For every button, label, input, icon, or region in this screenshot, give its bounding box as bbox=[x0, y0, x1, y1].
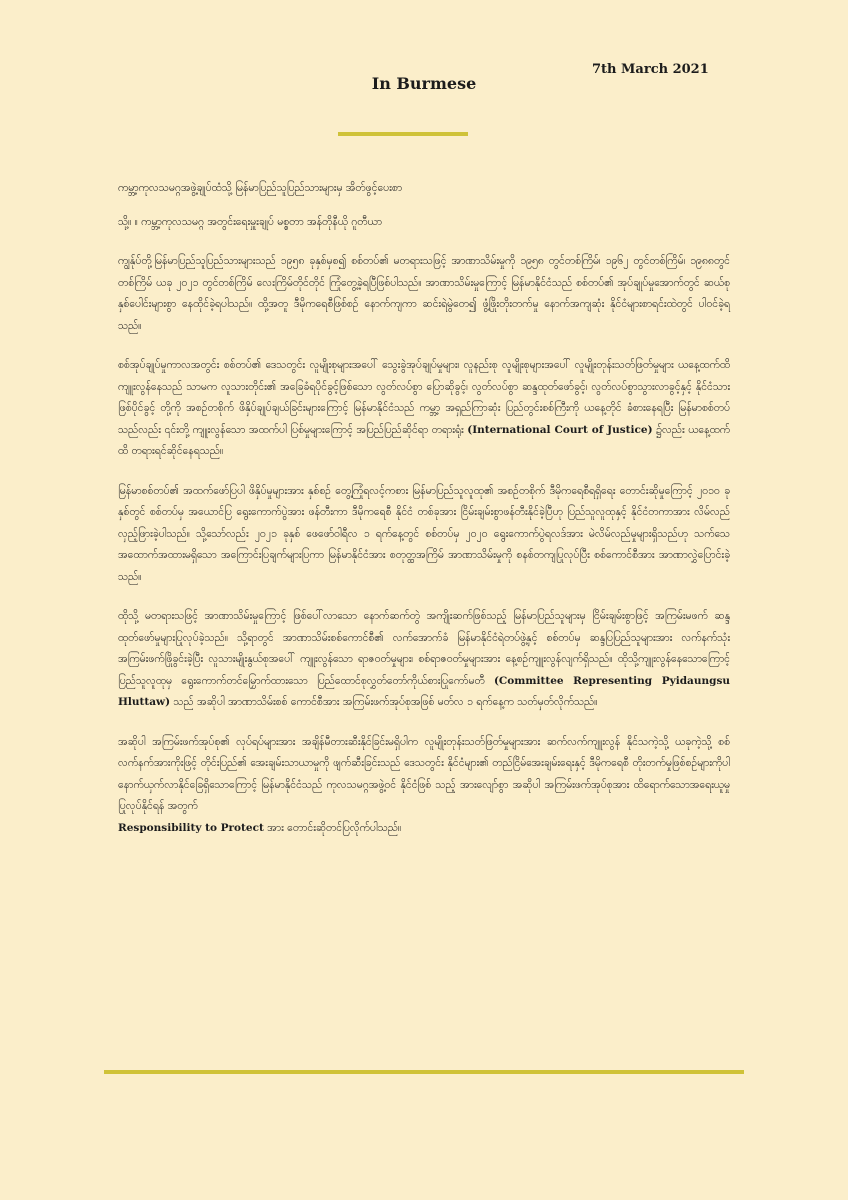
paragraph-2-text: စစ်အုပ်ချုပ်မှုကာလအတွင်း စစ်တပ်၏ ဒေသတွင်း လူမျိုးစုများအပေါ် သွေးခွဲအုပ်ချုပ်မှုများ၊ လူနည်းစု လူမျိုးစုများအပေါ် လူမျိုးတုန်းသတ်ဖြတ်မှုများ ယနေ့ထက်ထိ ကျူးလွန်နေသည် သာမက လူသားတိုင်း၏ အခြေခံရပိုင်ခွင့်ဖြစ်သော လွတ်လပ်စွာ ပြောဆိုခွင့်၊ လွတ်လပ်စွာ ဆန္ဒထုတ်ဖော်ခွင့်၊ လွတ်လပ်စွာသွားလာခွင့်နှင့် နိုင်ငံသားဖြစ်ပိုင်ခွင့် တို့ကို အစဉ်တစိုက် ဖိနှိပ်ချုပ်ချယ်ခြင်းများကြောင့် မြန်မာနိုင်ငံသည် ကမ္ဘာ့ အရှည်ကြာဆုံး ပြည်တွင်းစစ်ကြီးကို ယနေ့တိုင် ခံစားနေရပြီး မြန်မာစစ်တပ်သည်လည်း ၎င်းတို့ ကျူးလွန်သော အထက်ပါ ပြစ်မှုများကြောင့် အပြည်ပြည်ဆိုင်ရာ တရားရုံး bbox=[118, 359, 730, 436]
letter-recipient: သို့။ ။ ကမ္ဘာ့ကုလသမဂ္ဂ အတွင်းရေးမှူးချုပ် မစ္စတာ အန်တိုနီယို ဂူတီယာ bbox=[118, 215, 382, 228]
footer-divider bbox=[104, 1070, 744, 1074]
page-title: In Burmese bbox=[371, 74, 477, 93]
paragraph-5-tail: အား တောင်းဆိုတင်ပြလိုက်ပါသည်။ bbox=[263, 821, 402, 834]
paragraph-3-text: မြန်မာစစ်တပ်၏ အထက်ဖော်ပြပါ ဖိနှိပ်မှုများအား နှစ်စဉ် တွေ့ကြုံရလင့်ကစား မြန်မာပြည်သူလူထု၏ အစဉ်တစိုက် ဒီမိုကရေစီရရှိရေး တောင်းဆိုမှုကြောင့် ၂၀၁၀ ခုနှစ်တွင် စစ်တပ်မှ အယောင်ပြ ရွေးကောက်ပွဲအား ဖန်တီးကာ ဒီမိုကရေစီ နိုင်ငံ တစ်ခုအား ငြိမ်းချမ်းစွာဖန်တီးနိုင်ခဲ့ပြီဟု ပြည်သူလူထုနှင့် နိုင်ငံတကာအား လိမ်လည်လှည့်ဖြားခဲ့ပါသည်။ သို့သော်လည်း ၂၀၂၁ ခုနှစ် ဖေဖော်ဝါရီလ ၁ ရက်နေ့တွင် စစ်တပ်မှ ၂၀၂၀ ရွေးကောက်ပွဲရလဒ်အား မဲလိမ်လည်မှုများရှိသည်ဟု သက်သေအထောက်အထားမရှိသော အကြောင်းပြချက်များပြကာ မြန်မာနိုင်ငံအား စတုတ္ထအကြိမ် အာဏာသိမ်းမှုကို စနစ်တကျပြုလုပ်ပြီး စစ်ကောင်စီအား အာဏာလွှဲပြောင်းခဲ့သည်။ bbox=[118, 484, 730, 583]
paragraph-1-text: ကျွန်ုပ်တို့မြန်မာပြည်သူပြည်သားများသည် ၁၉၅၈ ခုနှစ်မှစ၍ စစ်တပ်၏ မတရားသဖြင့် အာဏာသိမ်းမှုကို ၁၉၅၈ တွင်တစ်ကြိမ်၊ ၁၉၆၂ တွင်တစ်ကြိမ်၊ ၁၉၈၈တွင် တစ်ကြိမ် ယခု ၂၀၂၁ တွင်တစ်ကြိမ် လေးကြိမ်တိုင်တိုင် ကြုံတွေ့ခဲ့ရပြီဖြစ်ပါသည်။ အာဏာသိမ်းမှုကြောင့် မြန်မာနိုင်ငံသည် စစ်တပ်၏ အုပ်ချုပ်မှုအောက်တွင် ဆယ်စုနှစ်ပေါင်းများစွာ နေထိုင်ခဲ့ရပါသည်။ ထို့အတူ ဒီမိုကရေစီဖြစ်စဉ် နောက်ကျကာ ဆင်းရဲမွဲတေ၍ ဖွံ့ဖြိုးတိုးတက်မှု နောက်အကျဆုံး နိုင်ငံများစာရင်းထဲတွင် ပါဝင်ခဲ့ရသည်။ bbox=[118, 255, 730, 332]
paragraph-5-text: အဆိုပါ အကြမ်းဖက်အုပ်စု၏ လုပ်ရပ်များအား အချိန်မီတားဆီးနိုင်ခြင်းမရှိပါက လူမျိုးတုန်းသတ်ဖြတ်မှုများအား ဆက်လက်ကျူးလွန် နိုင်သကဲ့သို့ ယခုကဲ့သို့ စစ်လက်နက်အားကိုးဖြင့် တိုင်းပြည်၏ အေးချမ်းသာယာမှုကို ဖျက်ဆီးခြင်းသည် ဒေသတွင်း နိုင်ငံများ၏ တည်ငြိမ်အေးချမ်းရေးနှင့် ဒီမိုကရေစီ တိုးတက်မှုဖြစ်စဉ်များကိုပါ နောက်ယှက်လာနိုင်ခြေရှိသောကြောင့် မြန်မာနိုင်ငံသည် ကုလသမဂ္ဂအဖွဲ့ဝင် နိုင်ငံဖြစ် သည့် အားလျော်စွာ အဆိုပါ အကြမ်းဖက်အုပ်စုအား ထိရောက်သောအရေးယူမှုပြုလုပ်နိုင်ရန် အတွက် bbox=[118, 735, 730, 812]
paragraph-1 bbox=[118, 251, 730, 337]
letter-body bbox=[118, 178, 730, 857]
paragraph-5-bold: Responsibility to Protect bbox=[118, 821, 264, 834]
letter-date: 7th March 2021 bbox=[592, 62, 709, 77]
paragraph-2-bold: (International Court of Justice) bbox=[467, 423, 653, 436]
letter-heading: ကမ္ဘာ့ကုလသမဂ္ဂအဖွဲ့ချုပ်ထံသို့ မြန်မာပြည်သူပြည်သားများမှ အိတ်ဖွင့်ပေးစာ bbox=[118, 182, 403, 194]
paragraph-3 bbox=[118, 481, 730, 589]
paragraph-2-tail: ၌လည်း ယနေ့ထက်ထိ တရားရင်ဆိုင်နေရသည်။ bbox=[118, 423, 730, 457]
paragraph-2 bbox=[118, 355, 730, 463]
paragraph-5 bbox=[118, 732, 730, 840]
title-divider bbox=[338, 132, 468, 136]
paragraph-4 bbox=[118, 606, 730, 714]
paragraph-4-bold: (Committee Representing Pyidaungsu Hluttaw) bbox=[118, 674, 730, 708]
paragraph-4-text: ထိုသို့ မတရားသဖြင့် အာဏာသိမ်းမှုကြောင့် ဖြစ်ပေါ်လာသော နောက်ဆက်တွဲ အကျိုးဆက်ဖြစ်သည့် မြန်မာပြည်သူများမှ ငြိမ်းချမ်းစွာဖြင့် အကြမ်းမဖက် ဆန္ဒထုတ်ဖော်မှုများပြုလုပ်ခဲ့သည်။ သို့ရာတွင် အာဏာသိမ်းစစ်ကောင်စီ၏ လက်အောက်ခံ မြန်မာနိုင်ငံရဲတပ်ဖွဲ့နှင့် စစ်တပ်မှ ဆန္ဒပြပြည်သူများအား လက်နက်သုံး အကြမ်းဖက်ဖြိုခွင်းခဲ့ပြီး လူသားမျိုးနွယ်စုအပေါ် ကျူးလွန်သော ရာဇဝတ်မှုများ၊ စစ်ရာဇဝတ်မှုများအား နေ့စဉ်ကျူးလွန်လျက်ရှိသည်။ ထိုသို့ကျူးလွန်နေသောကြောင့် ပြည်သူလူထုမှ ရွေးကောက်တင်မြှောက်ထားသော ပြည်ထောင်စုလွှတ်တော်ကိုယ်စားပြုကော်မတီ bbox=[118, 610, 730, 687]
paragraph-4-tail: သည် အဆိုပါ အာဏာသိမ်းစစ် ကောင်စီအား အကြမ်းဖက်အုပ်စုအဖြစ် မတ်လ ၁ ရက်နေ့က သတ်မှတ်လိုက်သည်။ bbox=[170, 696, 598, 708]
